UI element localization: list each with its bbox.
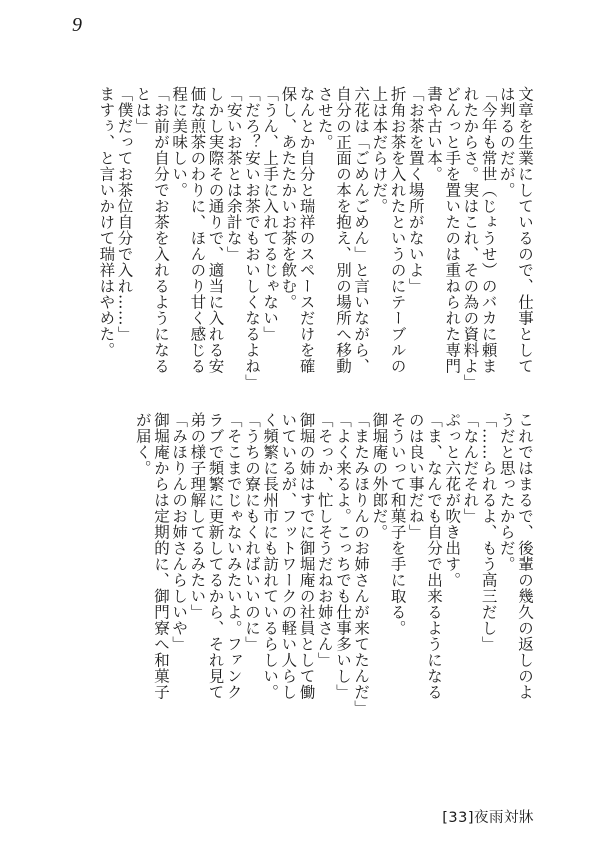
paragraph: 「そっか、忙しそうだねお姉さん」 (315, 412, 334, 668)
paragraph: 「なんだそれ」 (461, 412, 480, 524)
running-title: [33]夜雨対牀 (442, 810, 534, 826)
paragraph: 「またみほりんのお姉さんが来てたんだ」 (352, 412, 371, 716)
paragraph: 「僕だってお茶位自分で入れ……」 (115, 86, 134, 342)
paragraph: 六花は「ごめんごめん」と言いながら、自分の正面の本を抱え、別の場所へ移動させた。 (315, 86, 371, 374)
paragraph: 「お前が自分でお茶を入れるようになるとは」 (133, 86, 170, 374)
paragraph: 御堀庵からは定期的に、御門寮へ和菓子が届く。 (133, 412, 170, 700)
paragraph: 「そこまでじゃないみたいよ。ファンクラブで頻繁に更新してるから、それ見て弟の様子理解してるみたい」 (188, 412, 243, 700)
paragraph: 文章を生業にしているので、仕事としては判るのだが。 (497, 86, 534, 374)
paragraph: 「だろ？安いお茶でもおいしくなるよね」 (242, 86, 261, 390)
paragraph: これではまるで、後輩の幾久の返しのようだと思ったからだ。 (497, 412, 534, 700)
text-column-top (64, 86, 534, 390)
paragraph: 「……られるよ、もう高三だし」 (479, 412, 498, 652)
paragraph: ますぅ、と言いかけて瑞祥はやめた。 (97, 86, 116, 358)
paragraph: 御堀庵の外郎だ。 (370, 412, 389, 540)
paragraph: 「うちの寮にもくればいいのに」 (242, 412, 261, 652)
paragraph: 「お茶を置く場所がないよ」 (406, 86, 425, 294)
paragraph: 折角お茶を入れたというのにテーブルの上は本だらけだ。 (370, 86, 407, 374)
paragraph: 「ま、なんでも自分で出来るようになるのは良い事だね」 (406, 412, 443, 700)
paragraph: ぷっと六花が吹き出す。 (443, 412, 462, 588)
paragraph: 「安いお茶とは余計な」 (224, 86, 243, 262)
text-column-bottom (64, 412, 534, 716)
paragraph: どんっと手を置いたのは重ねられた専門書や古い本。 (424, 86, 462, 374)
paragraph: しかし実際その通りで、適当に入れる安価な煎茶のわりに、ほんのり甘く感じる程に美味しい。 (170, 86, 225, 374)
paragraph: 「うん、上手に入れてるじゃない」 (261, 86, 280, 342)
paragraph: 「よく来るよ。こっちでも仕事多いし」 (333, 412, 352, 700)
paragraph: なんとか自分と瑞祥のスペースだけを確保し、あたたかいお茶を飲む。 (279, 86, 316, 374)
page-number: 9 (72, 14, 82, 36)
paragraph: 御堀の姉はすでに御堀庵の社員として働いているが、フットワークの軽い人らしく頻繁に長州市にも訪れているらしい。 (261, 412, 316, 700)
paragraph: そういって和菓子を手に取る。 (388, 412, 407, 636)
paragraph: 「今年も常世（じょうせ）のバカに頼まれたからさ。実はこれ、その為の資料よ」 (461, 86, 498, 390)
paragraph: 「みほりんのお姉さんらしいや」 (170, 412, 189, 652)
